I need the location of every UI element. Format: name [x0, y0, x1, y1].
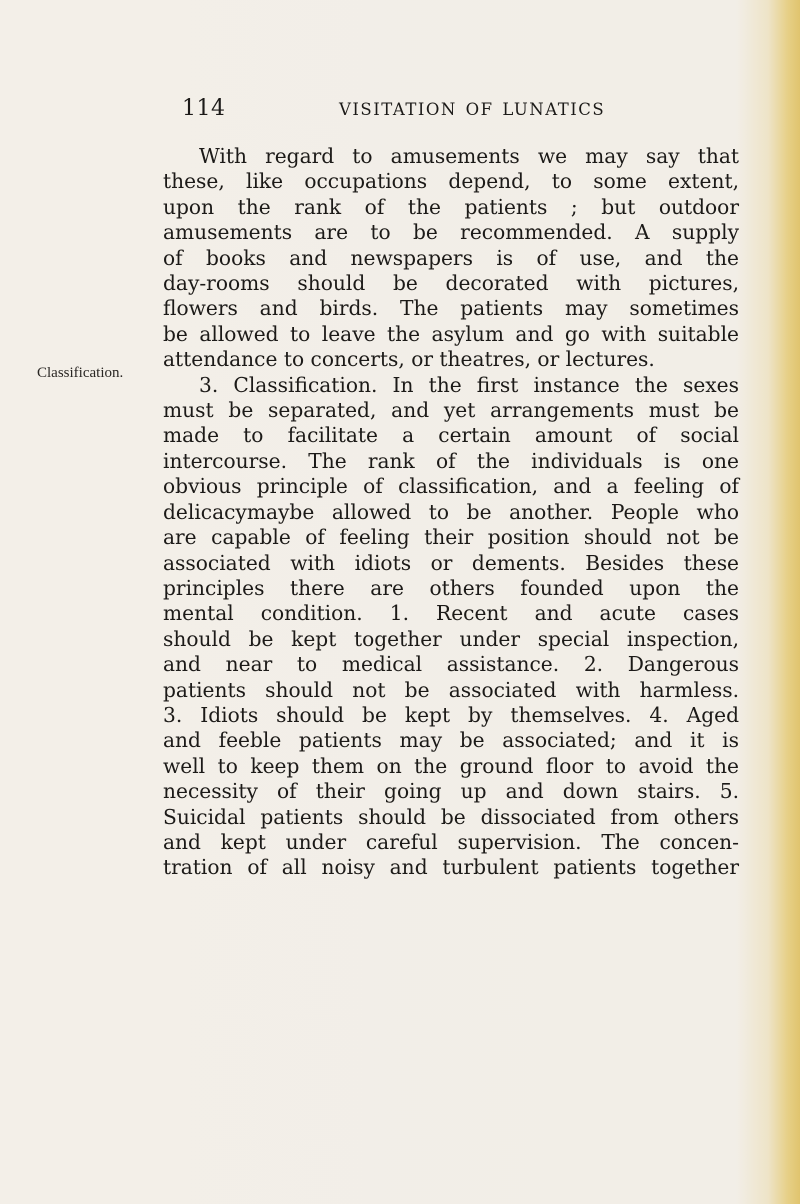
text-line: day-rooms should be decorated with pictures, [163, 271, 739, 296]
text-line: these, like occupations depend, to some extent, [163, 169, 739, 194]
text-line: 3. Idiots should be kept by themselves. 4. Aged [163, 702, 739, 727]
text-line: well to keep them on the ground floor to avoid the [163, 753, 739, 778]
text-line: principles there are others founded upon the [163, 575, 739, 600]
text-line: and kept under careful supervision. The concen- [163, 829, 739, 854]
body-text [163, 144, 739, 881]
text-line: tration of all noisy and turbulent patients together [163, 855, 739, 880]
text-line: and feeble patients may be associated; and it is [163, 728, 739, 753]
page-header [0, 96, 800, 136]
text-line: 3. Classification. In the first instance the sexes [199, 372, 739, 397]
text-line: upon the rank of the patients ; but outdoor [163, 194, 739, 219]
text-line: Suicidal patients should be dissociated from others [163, 804, 739, 829]
text-line: must be separated, and yet arrangements must be [163, 398, 739, 423]
text-line: obvious principle of classification, and a feeling of [163, 474, 739, 499]
running-title: VISITATION OF LUNATICS [339, 100, 606, 119]
text-line: and near to medical assistance. 2. Dangerous [163, 652, 739, 677]
text-line: intercourse. The rank of the individuals is one [163, 448, 739, 473]
text-line: delicacymaybe allowed to be another. People who [163, 499, 739, 524]
text-line: be allowed to leave the asylum and go with suitable [163, 321, 739, 346]
marginal-note: Classification. [37, 365, 124, 381]
text-line: should be kept together under special inspection, [163, 626, 739, 651]
text-line: are capable of feeling their position should not be [163, 525, 739, 550]
text-line: With regard to amusements we may say that [199, 144, 739, 168]
text-line: patients should not be associated with harmless. [163, 677, 739, 702]
text-line: amusements are to be recommended. A supply [163, 220, 739, 245]
text-line: associated with idiots or dements. Besides these [163, 550, 739, 575]
page-number: 114 [182, 96, 226, 121]
text-line: mental condition. 1. Recent and acute cases [163, 601, 739, 626]
text-line: flowers and birds. The patients may sometimes [163, 296, 739, 321]
text-line: necessity of their going up and down stairs. 5. [163, 779, 739, 804]
text-line: attendance to concerts, or theatres, or lectures. [163, 347, 655, 372]
text-line: of books and newspapers is of use, and the [163, 245, 739, 270]
text-line: made to facilitate a certain amount of social [163, 423, 739, 448]
